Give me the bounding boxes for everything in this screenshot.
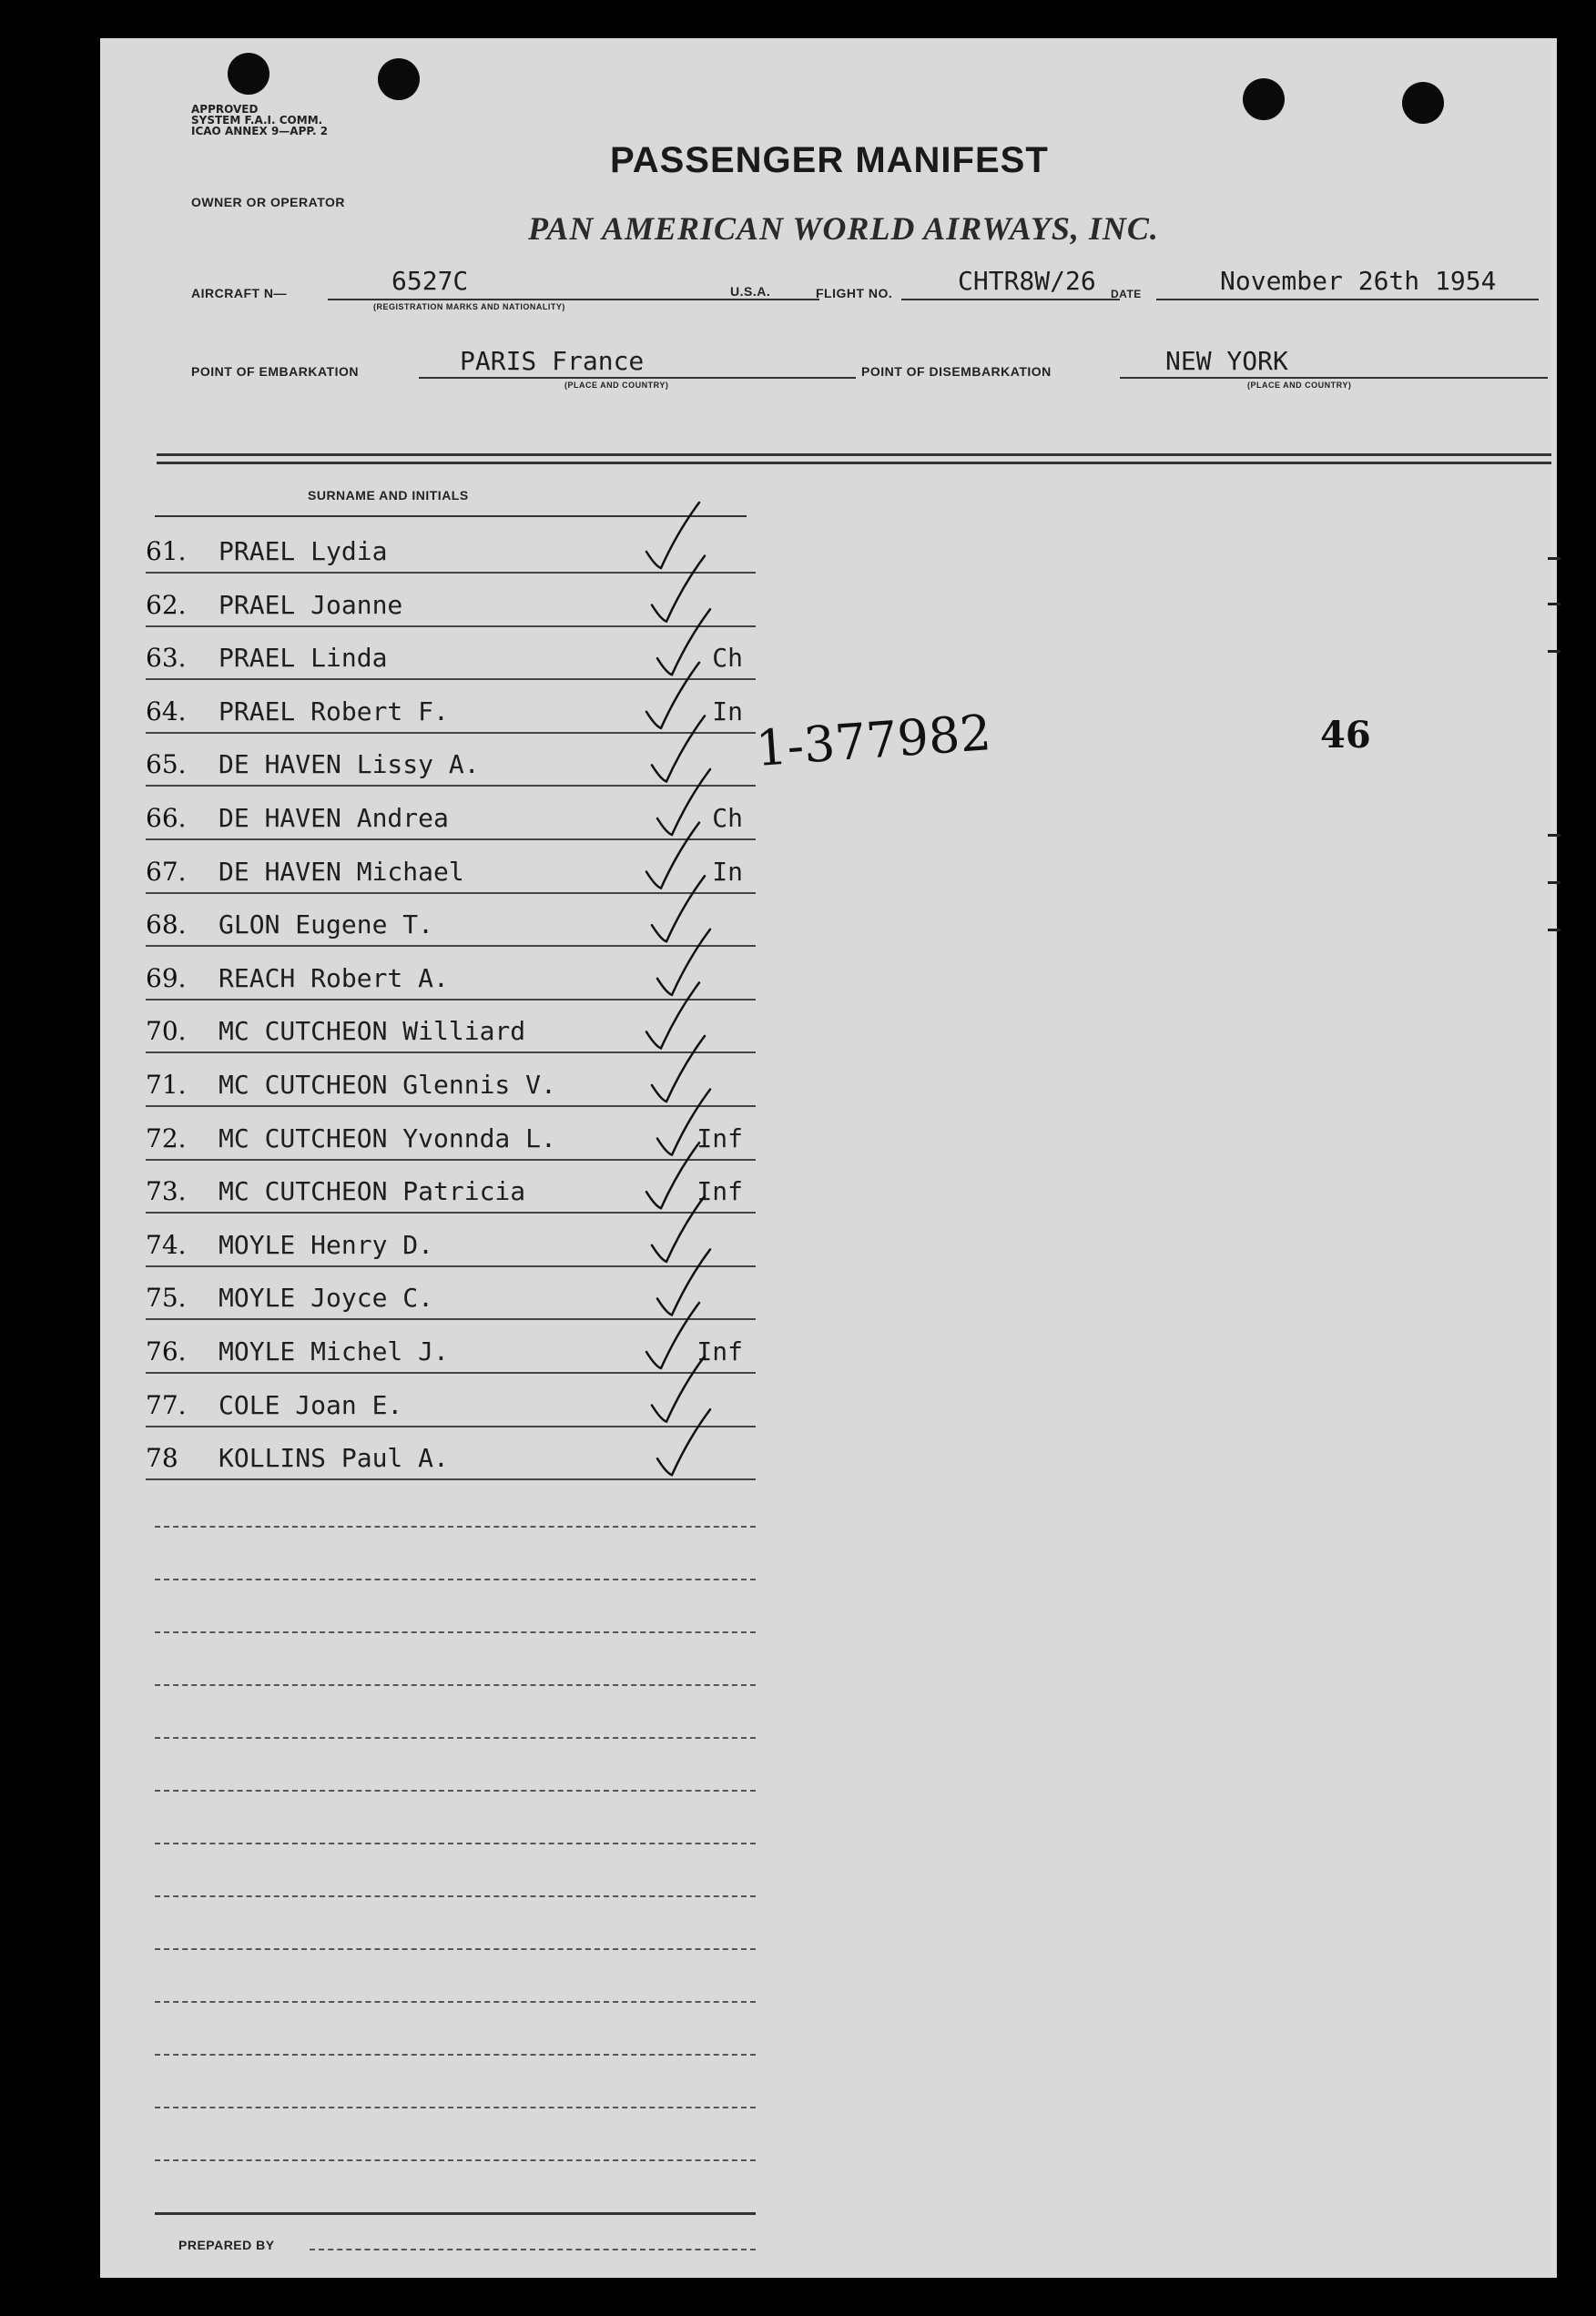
passenger-name: MOYLE Michel J. xyxy=(219,1336,449,1366)
handwritten-reference: 1-377982 xyxy=(754,704,993,777)
usa-label: U.S.A. xyxy=(730,284,771,299)
embarkation-value: PARIS France xyxy=(460,346,645,376)
passenger-number: 70. xyxy=(146,1016,187,1047)
date-value: November 26th 1954 xyxy=(1220,266,1497,296)
check-mark xyxy=(652,1196,705,1262)
passenger-category: Ch xyxy=(712,643,743,674)
registration-caption: (REGISTRATION MARKS AND NATIONALITY) xyxy=(373,302,565,311)
passenger-category: Inf xyxy=(696,1122,743,1153)
passenger-category: In xyxy=(712,856,743,887)
passenger-category: Ch xyxy=(712,803,743,833)
owner-label: OWNER OR OPERATOR xyxy=(191,195,345,209)
date-label: DATE xyxy=(1111,288,1142,300)
passenger-name: DE HAVEN Lissy A. xyxy=(219,749,480,780)
airline-name: PAN AMERICAN WORLD AIRWAYS, INC. xyxy=(528,210,1159,247)
approved-line: APPROVED xyxy=(191,103,259,116)
disembarkation-value: NEW YORK xyxy=(1165,346,1288,376)
passenger-number: 64. xyxy=(146,696,187,726)
passenger-number: 61. xyxy=(146,536,187,566)
passenger-name: MOYLE Joyce C. xyxy=(219,1283,434,1314)
passenger-name: MC CUTCHEON Yvonnda L. xyxy=(219,1122,556,1153)
passenger-name: MC CUTCHEON Williard xyxy=(219,1016,526,1047)
prepared-by-label: PREPARED BY xyxy=(178,2238,275,2252)
flight-label: FLIGHT NO. xyxy=(816,286,893,300)
passenger-name: COLE Joan E. xyxy=(219,1389,403,1420)
passenger-name: PRAEL Linda xyxy=(219,643,388,674)
check-mark xyxy=(657,1249,710,1315)
passenger-name: PRAEL Robert F. xyxy=(219,696,449,726)
passenger-number: 77. xyxy=(146,1389,187,1420)
check-mark xyxy=(652,716,705,781)
check-mark xyxy=(646,503,699,568)
column-header: SURNAME AND INITIALS xyxy=(308,488,469,503)
passenger-name: DE HAVEN Michael xyxy=(219,856,464,887)
disembarkation-label: POINT OF DISEMBARKATION xyxy=(861,364,1052,379)
approved-line: ICAO ANNEX 9—APP. 2 xyxy=(191,125,329,137)
page-number: 46 xyxy=(1320,714,1371,757)
passenger-number: 76. xyxy=(146,1336,187,1366)
passenger-name: MC CUTCHEON Glennis V. xyxy=(219,1070,556,1100)
passenger-category: Inf xyxy=(696,1176,743,1207)
passenger-number: 74. xyxy=(146,1229,187,1260)
flight-value: CHTR8W/26 xyxy=(958,266,1096,296)
checkmarks-layer xyxy=(100,38,1557,2278)
check-mark xyxy=(657,769,710,835)
check-mark xyxy=(657,1090,710,1155)
disembarkation-caption: (PLACE AND COUNTRY) xyxy=(1247,381,1352,390)
passenger-category: Inf xyxy=(696,1336,743,1366)
passenger-name: GLON Eugene T. xyxy=(219,909,434,940)
passenger-name: MOYLE Henry D. xyxy=(219,1229,434,1260)
passenger-number: 78 xyxy=(146,1443,178,1474)
passenger-number: 67. xyxy=(146,856,187,887)
passenger-number: 62. xyxy=(146,589,187,620)
passenger-name: REACH Robert A. xyxy=(219,962,449,993)
passenger-name: KOLLINS Paul A. xyxy=(219,1443,449,1474)
check-mark xyxy=(652,876,705,941)
passenger-number: 66. xyxy=(146,803,187,833)
check-mark xyxy=(657,1409,710,1475)
passenger-name: PRAEL Lydia xyxy=(219,536,388,566)
page-title: PASSENGER MANIFEST xyxy=(610,140,1049,180)
passenger-name: MC CUTCHEON Patricia xyxy=(219,1176,526,1207)
passenger-number: 75. xyxy=(146,1283,187,1314)
approved-line: SYSTEM F.A.I. COMM. xyxy=(191,114,323,127)
passenger-number: 69. xyxy=(146,962,187,993)
passenger-number: 73. xyxy=(146,1176,187,1207)
aircraft-label: AIRCRAFT N— xyxy=(191,286,288,300)
check-mark xyxy=(657,929,710,995)
passenger-name: DE HAVEN Andrea xyxy=(219,803,449,833)
passenger-number: 63. xyxy=(146,643,187,674)
check-mark xyxy=(652,1356,705,1422)
aircraft-value: 6527C xyxy=(391,266,469,296)
passenger-number: 68. xyxy=(146,909,187,940)
passenger-number: 71. xyxy=(146,1070,187,1100)
passenger-name: PRAEL Joanne xyxy=(219,589,403,620)
check-mark xyxy=(657,609,710,675)
check-mark xyxy=(652,556,705,622)
passenger-category: In xyxy=(712,696,743,726)
passenger-number: 65. xyxy=(146,749,187,780)
check-mark xyxy=(652,1036,705,1102)
manifest-page xyxy=(100,38,1557,2278)
passenger-number: 72. xyxy=(146,1122,187,1153)
embarkation-label: POINT OF EMBARKATION xyxy=(191,364,359,379)
embarkation-caption: (PLACE AND COUNTRY) xyxy=(564,381,669,390)
